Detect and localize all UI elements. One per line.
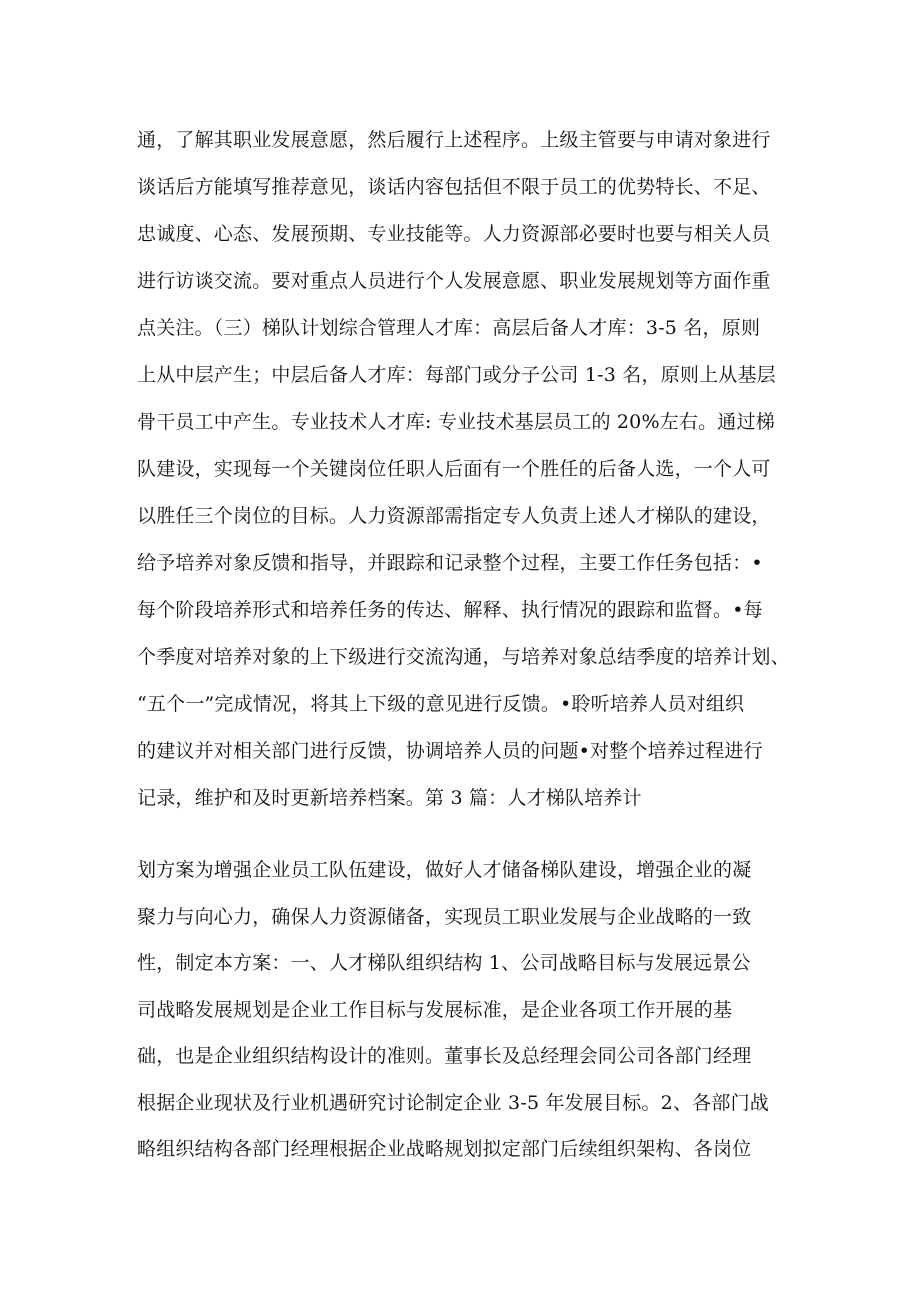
- text-line: 以胜任三个岗位的目标。人力资源部需指定专人负责上述人才梯队的建设，: [137, 505, 771, 527]
- text-line: 通，了解其职业发展意愿，然后履行上述程序。上级主管要与申请对象进行: [137, 129, 771, 151]
- text-line: 司战略发展规划是企业工作目标与发展标准，是企业各项工作开展的基: [137, 998, 733, 1021]
- paragraph-block-1: [137, 117, 797, 822]
- text-line: 记录，维护和及时更新培养档案。第 3 篇：人才梯队培养计: [137, 787, 642, 809]
- text-line: 队建设，实现每一个关键岗位任职人后面有一个胜任的后备人选，一个人可: [137, 458, 771, 480]
- text-line: 谈话后方能填写推荐意见，谈话内容包括但不限于员工的优势特长、不足、: [137, 176, 771, 198]
- text-line: 聚力与向心力，确保人力资源储备，实现员工职业发展与企业战略的一致: [137, 905, 752, 928]
- text-line: 骨干员工中产生。专业技术人才库: 专业技术基层员工的 20%左右。通过梯: [137, 411, 775, 433]
- text-line: “五个一”完成情况，将其上下级的意见进行反馈。•聆听培养人员对组织: [137, 693, 745, 715]
- text-line: 础，也是企业组织结构设计的准则。董事长及总经理会同公司各部门经理: [137, 1045, 752, 1067]
- text-line: 个季度对培养对象的上下级进行交流沟通，与培养对象总结季度的培养计划、: [137, 646, 790, 668]
- text-line: 上从中层产生；中层后备人才库：每部门或分子公司 1-3 名，原则上从基层: [137, 364, 776, 386]
- text-line: 的建议并对相关部门进行反馈，协调培养人员的问题•对整个培养过程进行: [137, 740, 763, 762]
- paragraph-block-2: [137, 847, 797, 1173]
- text-line: 划方案为增强企业员工队伍建设，做好人才储备梯队建设，增强企业的凝: [137, 859, 752, 881]
- text-line: 性，制定本方案：一、人才梯队组织结构 1、公司战略目标与发展远景公: [137, 952, 751, 974]
- text-line: 略组织结构各部门经理根据企业战略规划拟定部门后续组织架构、各岗位: [137, 1138, 752, 1160]
- text-line: 进行访谈交流。要对重点人员进行个人发展意愿、职业发展规划等方面作重: [137, 270, 771, 292]
- text-line: 每个阶段培养形式和培养任务的传达、解释、执行情况的跟踪和监督。•每: [137, 599, 763, 621]
- text-line: 点关注。（三）梯队计划综合管理人才库：高层后备人才库：3-5 名，原则: [137, 317, 761, 339]
- text-line: 给予培养对象反馈和指导，并跟踪和记录整个过程，主要工作任务包括：•: [137, 552, 763, 574]
- text-line: 根据企业现状及行业机遇研究讨论制定企业 3-5 年发展目标。2、各部门战: [137, 1091, 769, 1114]
- text-line: 忠诚度、心态、发展预期、专业技能等。人力资源部必要时也要与相关人员: [137, 223, 771, 245]
